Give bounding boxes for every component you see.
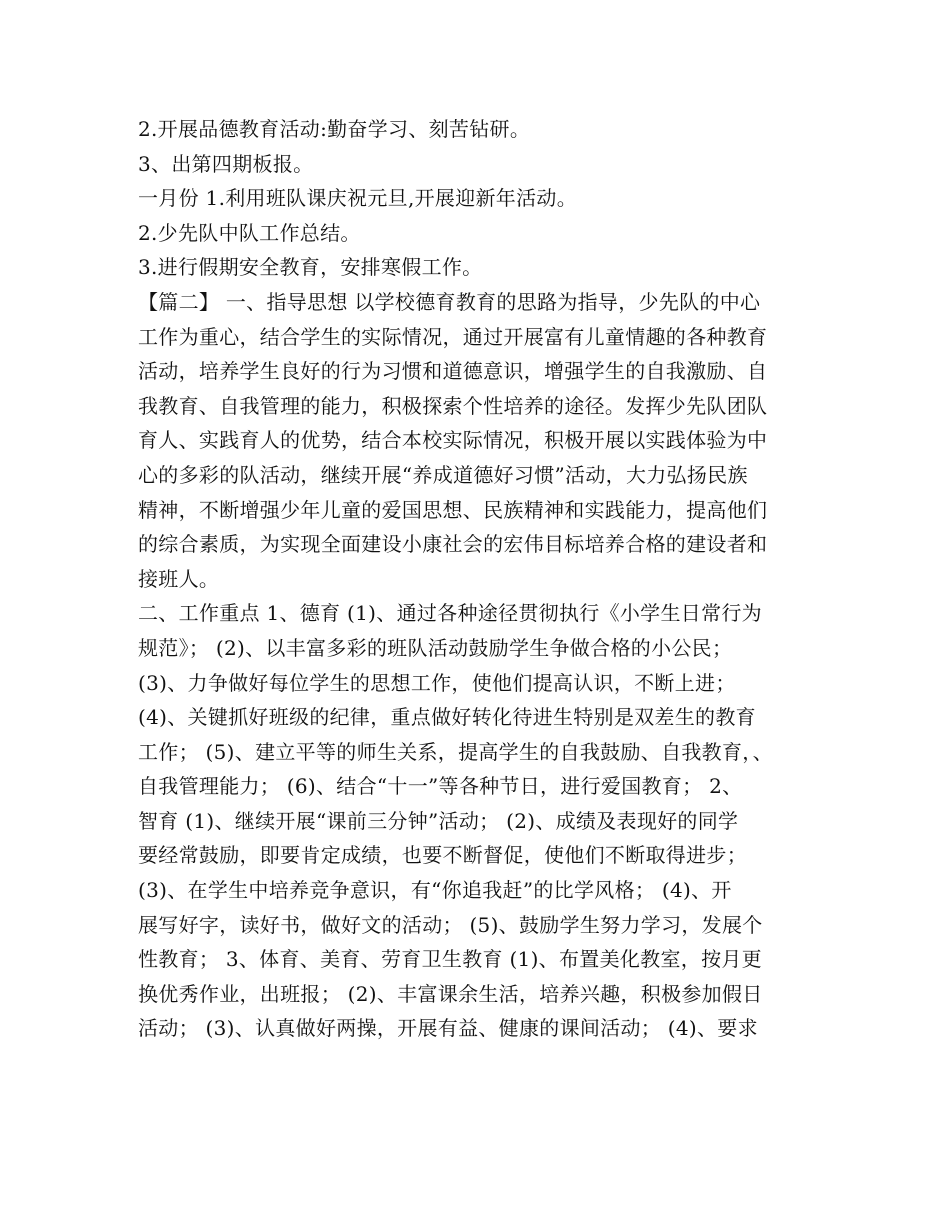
text-line: 性教育； 3、体育、美育、劳育卫生教育 (1)、布置美化教室，按月更 bbox=[138, 947, 762, 972]
text-line: (3)、在学生中培养竞争意识，有“你追我赶”的比学风格； (4)、开 bbox=[138, 878, 732, 903]
text-line: 展写好字，读好书，做好文的活动； (5)、鼓励学生努力学习，发展个 bbox=[138, 912, 763, 937]
document-body bbox=[138, 112, 828, 1046]
text-line: 【篇二】 一、指导思想 以学校德育教育的思路为指导，少先队的中心 bbox=[138, 289, 761, 314]
text-line: 心的多彩的队活动，继续开展“养成道德好习惯”活动，大力弘扬民族 bbox=[138, 462, 748, 487]
text-line: 2.少先队中队工作总结。 bbox=[138, 220, 361, 245]
text-line: 精神，不断增强少年儿童的爱国思想、民族精神和实践能力，提高他们 bbox=[138, 497, 768, 522]
text-line: 3、出第四期板报。 bbox=[138, 151, 314, 176]
text-line: 自我管理能力； (6)、结合“十一”等各种节日，进行爱国教育； 2、 bbox=[138, 774, 743, 799]
text-line: (3)、力争做好每位学生的思想工作，使他们提高认识，不断上进； bbox=[138, 670, 736, 695]
text-line: 我教育、自我管理的能力，积极探索个性培养的途径。发挥少先队团队 bbox=[138, 393, 768, 418]
text-line: 2.开展品德教育活动:勤奋学习、刻苦钻研。 bbox=[138, 117, 531, 141]
text-line: (4)、关键抓好班级的纪律，重点做好转化待进生特别是双差生的教育 bbox=[138, 705, 756, 730]
text-line: 一月份 1.利用班队课庆祝元旦,开展迎新年活动。 bbox=[138, 186, 577, 211]
text-line: 接班人。 bbox=[138, 566, 220, 591]
text-line: 换优秀作业，出班报； (2)、丰富课余生活，培养兴趣，积极参加假日 bbox=[138, 981, 763, 1006]
text-line: 活动，培养学生良好的行为习惯和道德意识，增强学生的自我激励、自 bbox=[138, 359, 768, 384]
text-line: 要经常鼓励，即要肯定成绩，也要不断督促，使他们不断取得进步； bbox=[138, 843, 747, 868]
text-line: 二、工作重点 1、德育 (1)、通过各种途径贯彻执行《小学生日常行为 bbox=[138, 601, 762, 626]
text-line: 育人、实践育人的优势，结合本校实际情况，积极开展以实践体验为中 bbox=[138, 428, 768, 453]
text-line: 的综合素质，为实现全面建设小康社会的宏伟目标培养合格的建设者和 bbox=[138, 532, 768, 557]
text-line: 工作； (5)、建立平等的师生关系，提高学生的自我鼓励、自我教育，、 bbox=[138, 739, 773, 764]
text-line: 智育 (1)、继续开展“课前三分钟”活动； (2)、成绩及表现好的同学 bbox=[138, 808, 739, 833]
text-line: 工作为重心，结合学生的实际情况，通过开展富有儿童情趣的各种教育 bbox=[138, 324, 768, 349]
text-line: 活动； (3)、认真做好两操，开展有益、健康的课间活动； (4)、要求 bbox=[138, 1016, 758, 1041]
text-line: 3.进行假期安全教育，安排寒假工作。 bbox=[138, 255, 483, 280]
text-line: 规范》； (2)、以丰富多彩的班队活动鼓励学生争做合格的小公民； bbox=[138, 635, 733, 660]
